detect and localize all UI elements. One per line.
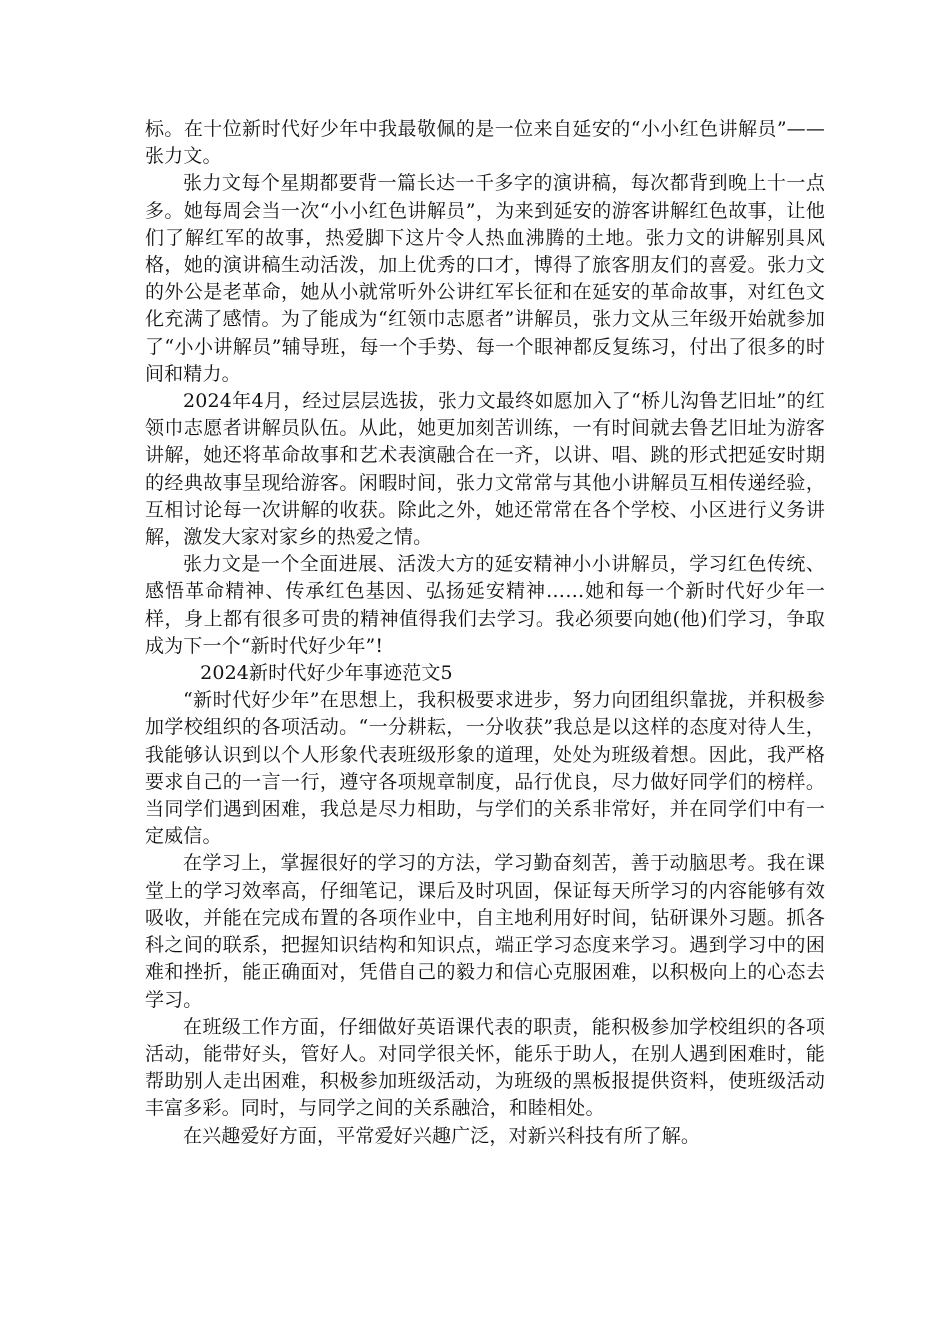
paragraph-zhang-liwen-volunteer: 2024年4月，经过层层选拔，张力文最终如愿加入了“桥儿沟鲁艺旧址”的红领巾志愿者讲解员队伍。从此，她更加刻苦训练，一有时间就去鲁艺旧址为游客讲解，她还将革命故事和艺术表演融合在一齐，以讲、唱、跳的形式把延安时期的经典故事呈现给游客。闲暇时间，张力文常常与其他小讲解员互相传递经验，互相讨论每一次讲解的收获。除此之外，她还常常在各个学校、小区进行义务讲解，激发大家对家乡的热爱之情。 xyxy=(145,390,825,549)
paragraph-hobbies: 在兴趣爱好方面，平常爱好兴趣广泛，对新兴科技有所了解。 xyxy=(183,1124,701,1147)
paragraph-class-work: 在班级工作方面，仔细做好英语课代表的职责，能积极参加学校组织的各项活动，能带好头，管好人。对同学很关怀，能乐于助人，在别人遇到困难时，能帮助别人走出困难，积极参加班级活动，为班级的黑板报提供资料，使班级活动丰富多彩。同时，与同学之间的关系融洽，和睦相处。 xyxy=(145,1015,825,1120)
paragraph-study: 在学习上，掌握很好的学习的方法，学习勤奋刻苦，善于动脑思考。我在课堂上的学习效率高，仔细笔记，课后及时巩固，保证每天所学习的内容能够有效吸收，并能在完成布置的各项作业中，自主地利用好时间，钻研课外习题。抓各科之间的联系，把握知识结构和知识点，端正学习态度来学习。遇到学习中的困难和挫折，能正确面对，凭借自己的毅力和信心克服困难，以积极向上的心态去学习。 xyxy=(145,852,825,1011)
paragraph-zhang-liwen-summary: 张力文是一个全面进展、活泼大方的延安精神小小讲解员，学习红色传统、感悟革命精神、传承红色基因、弘扬延安精神……她和每一个新时代好少年一样，身上都有很多可贵的精神值得我们去学习。我必须要向她(他)们学习，争取成为下一个“新时代好少年”! xyxy=(145,553,825,657)
paragraph-zhang-liwen-practice: 张力文每个星期都要背一篇长达一千多字的演讲稿，每次都背到晚上十一点多。她每周会当一次“小小红色讲解员”，为来到延安的游客讲解红色故事，让他们了解红军的故事，热爱脚下这片令人热血沸腾的土地。张力文的讲解别具风格，她的演讲稿生动活泼，加上优秀的口才，博得了旅客朋友们的喜爱。张力文的外公是老革命，她从小就常听外公讲红军长征和在延安的革命故事，对红色文化充满了感情。为了能成为“红领巾志愿者”讲解员，张力文从三年级开始就参加了“小小讲解员”辅导班，每一个手势、每一个眼神都反复练习，付出了很多的时间和精力。 xyxy=(145,172,825,385)
section-heading: 2024新时代好少年事迹范文5 xyxy=(200,662,453,685)
document-body xyxy=(145,116,825,1150)
paragraph-intro-continuation: 标。在十位新时代好少年中我最敬佩的是一位来自延安的“小小红色讲解员”——张力文。 xyxy=(145,118,825,168)
paragraph-thought: “新时代好少年”在思想上，我积极要求进步，努力向团组织靠拢，并积极参加学校组织的各项活动。“一分耕耘，一分收获”我总是以这样的态度对待人生，我能够认识到以个人形象代表班级形象的道理，处处为班级着想。因此，我严格要求自己的一言一行，遵守各项规章制度，品行优良，尽力做好同学们的榜样。当同学们遇到困难，我总是尽力相助，与学们的关系非常好，并在同学们中有一定威信。 xyxy=(145,689,825,848)
